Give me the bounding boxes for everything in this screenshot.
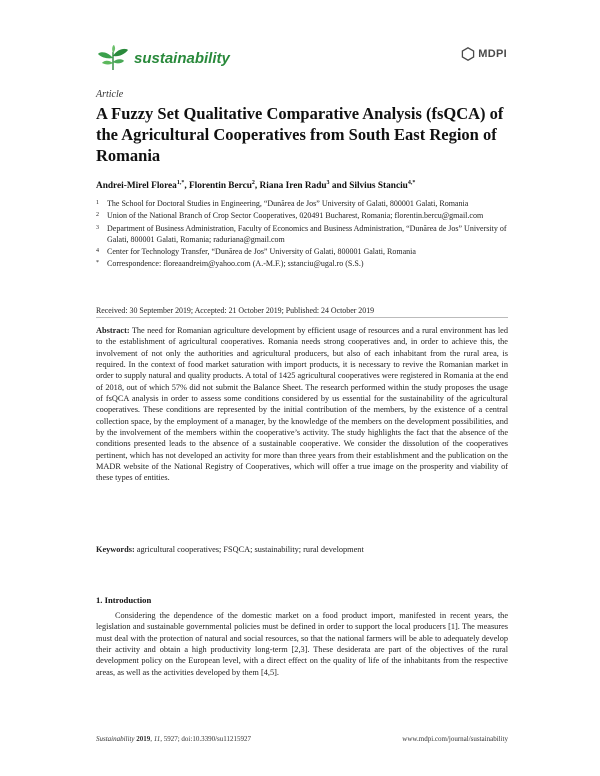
author-affiliation-mark: 2 <box>251 180 255 186</box>
footer-journal: Sustainability <box>96 735 135 743</box>
author-name: Andrei-Mirel Florea <box>96 181 177 192</box>
author-separator: , <box>184 181 189 192</box>
keywords-label: Keywords: <box>96 545 135 554</box>
author-list <box>96 180 415 191</box>
article-type: Article <box>96 89 124 100</box>
author-affiliation-mark: 4,* <box>407 180 416 186</box>
keywords <box>96 545 508 554</box>
abstract-label: Abstract: <box>96 326 130 335</box>
affiliation-item <box>96 223 516 245</box>
affiliation-mark: 3 <box>96 224 99 231</box>
affiliation-text: Center for Technology Transfer, “Dunărea de Jos” University of Galati, 800001 Galati, Romania <box>107 246 416 256</box>
leaf-logo-icon <box>96 44 130 72</box>
publication-dates: Received: 30 September 2019; Accepted: 21 October 2019; Published: 24 October 2019 <box>96 306 375 315</box>
affiliation-text: Department of Business Administration, Faculty of Economics and Business Administration, “Dunărea de Jos” University of Galati, 800001 Galati, Romania; raduriana@gmail.com <box>107 223 507 244</box>
affiliation-mark: 4 <box>96 247 99 254</box>
author-separator: , <box>254 181 260 192</box>
publisher-logo <box>461 47 507 61</box>
affiliation-mark: * <box>96 260 99 267</box>
introduction-paragraph: Considering the dependence of the domestic market on a food product import, manifested in recent years, the legislation and sustainable governmental policies must be defined in order to support the local producers [1]. The measures must deal with the protection of natural and social resources, so that the national farmers will be able to adequately develop their activity and obtain a high productivity long-term [2,3]. These desiderata are part of the objectives of the rural development policy on the European level, with a direct effect on the quality of life of the inhabitants from the respective areas, as well as the activities developed by them [4,5]. <box>96 611 508 677</box>
author-separator: and <box>329 181 350 192</box>
abstract-text: The need for Romanian agriculture development by efficient usage of resources and a rural environment has led to the establishment of agricultural cooperatives. Romania needs strong cooperatives and, in order to achieve this, the involvement of not only the authorities and agricultural producers, but also of each inhabitant from the rural area, is required. In the context of food market saturation with import products, it is necessary to revive the Romanian market in order to supply natural and quality products. A total of 1425 agricultural cooperatives were registered in Romania at the end of 2018, out of which 57% did not submit the Balance Sheet. The research performed within the study proposes the usage of fsQCA analysis in order to assess some conditions considered by us essential for the sustainability of the agricultural cooperatives. These conditions are represented by the initial contribution of the members, by the existence of a central collection space, by the employment of a manager, by the knowledge of the members on the development possibilities, and by the involvement of the members within the cooperative’s activity. The study highlights the fact that the absence of the conditions presented leads to the absence of a sustainable cooperative. We consider the dissolution of the cooperatives pertinent, which has not developed an activity for more than three years from their establishment and the publication on the MADR website of the National Registry of Cooperatives, which will offer a true image on the prosperity and viability of these types of entities. <box>96 326 508 483</box>
affiliation-item <box>96 246 516 257</box>
journal-name: sustainability <box>134 49 230 67</box>
correspondence-text: Correspondence: floreaandreim@yahoo.com (A.-M.F.); sstanciu@ugal.ro (S.S.) <box>107 259 364 269</box>
section-heading: 1. Introduction <box>96 595 152 605</box>
footer-volume: 11 <box>153 735 161 743</box>
citation-line: Sustainability 2019, 11, 5927; doi:10.3390/su11215927 <box>96 735 251 743</box>
affiliation-item <box>96 258 516 269</box>
keywords-text: agricultural cooperatives; FSQCA; sustainability; rural development <box>136 545 364 554</box>
footer-doi: , 5927; doi:10.3390/su11215927 <box>160 735 251 743</box>
abstract <box>96 325 508 484</box>
journal-url-link[interactable]: www.mdpi.com/journal/sustainability <box>402 735 508 743</box>
footer-year: 2019 <box>136 735 151 743</box>
publisher-name: MDPI <box>478 48 507 60</box>
affiliation-item <box>96 198 516 209</box>
journal-logo <box>96 44 230 72</box>
author-name: Riana Iren Radu <box>259 181 327 192</box>
affiliation-mark: 2 <box>96 212 99 219</box>
mdpi-mark-icon <box>461 47 475 61</box>
affiliation-text: The School for Doctoral Studies in Engineering, “Dunărea de Jos” University of Galati, 800001 Galati, Romania <box>107 199 469 208</box>
affiliation-item <box>96 210 516 221</box>
author-name: Florentin Bercu <box>188 181 252 192</box>
author-affiliation-mark: 1,* <box>176 180 185 186</box>
affiliation-mark: 1 <box>96 200 99 206</box>
author-name: Silvius Stanciu <box>349 181 408 192</box>
author-affiliation-mark: 3 <box>326 180 330 186</box>
affiliations <box>96 198 516 270</box>
article-title: A Fuzzy Set Qualitative Comparative Analysis (fsQCA) of the Agricultural Cooperatives from South East Region of Romania <box>96 104 504 165</box>
divider <box>96 317 508 318</box>
affiliation-text: Union of the National Branch of Crop Sector Cooperatives, 020491 Bucharest, Romania; florentin.bercu@gmail.com <box>107 211 484 221</box>
